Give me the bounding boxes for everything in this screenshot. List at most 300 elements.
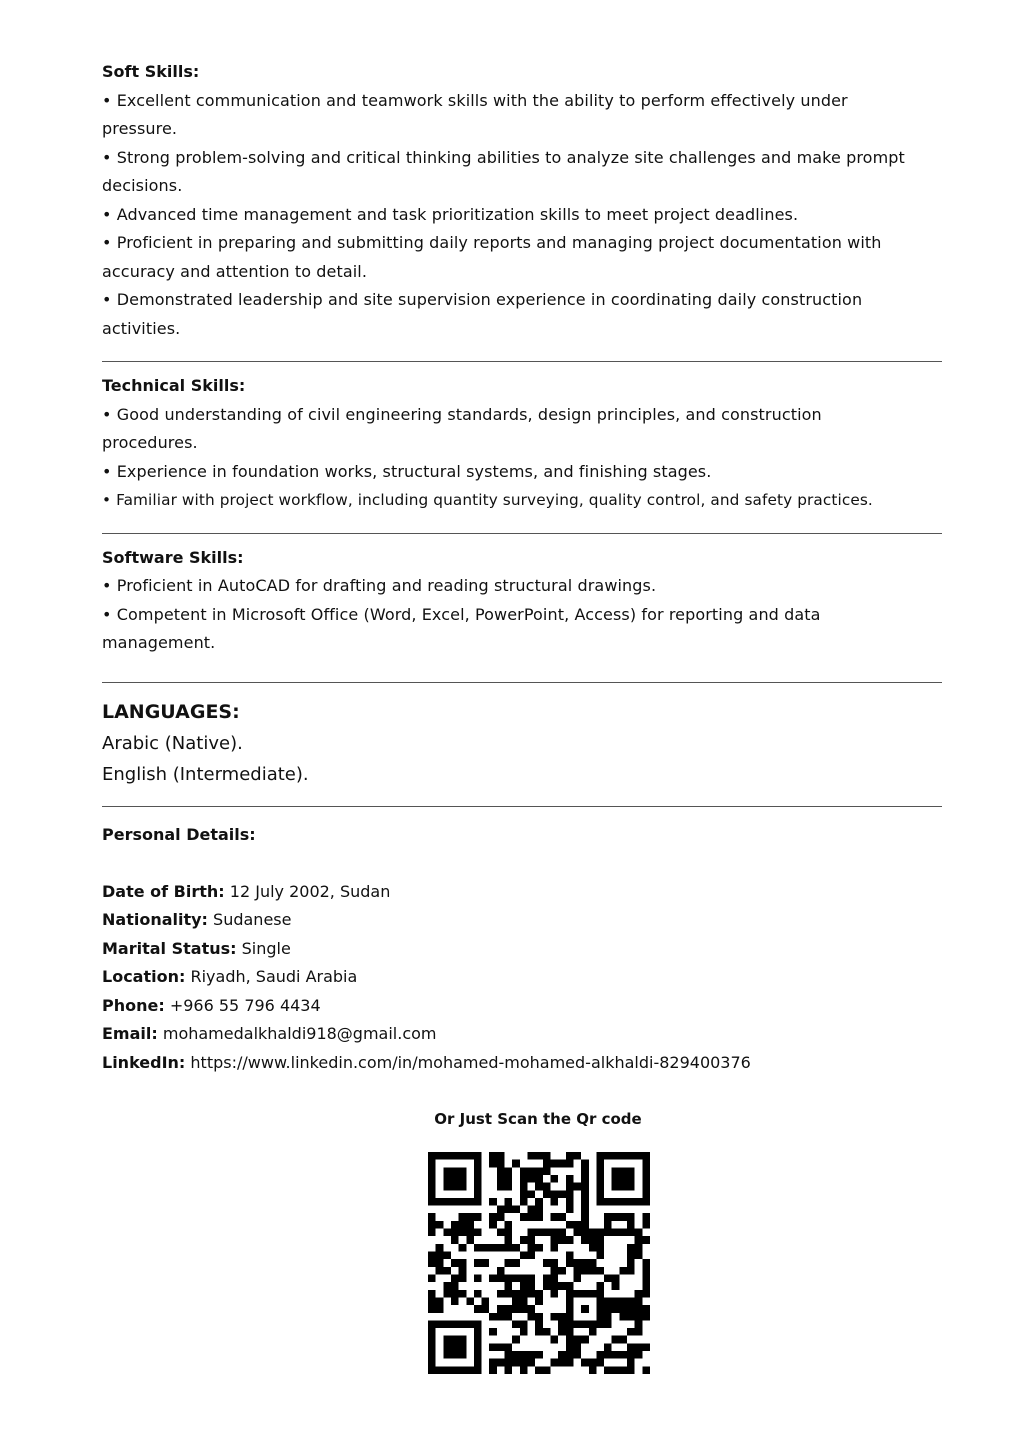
qr-module [520,1213,528,1221]
qr-finder-module [428,1152,436,1206]
qr-module [497,1359,505,1367]
qr-module [474,1244,482,1252]
qr-module [642,1236,650,1244]
qr-module [581,1183,589,1191]
qr-module [589,1328,597,1336]
qr-code-graphic [428,1152,650,1374]
qr-module [550,1336,558,1344]
qr-module [520,1282,528,1290]
qr-module [619,1336,627,1344]
qr-module [466,1236,474,1244]
qr-module [543,1167,551,1175]
detail-linkedin[interactable] [102,1049,982,1078]
technical-skills-line: • Familiar with project workflow, including quantity surveying, quality control, and safety practices. [102,491,873,509]
qr-module [528,1244,536,1252]
qr-module [612,1336,620,1344]
qr-module [505,1351,513,1359]
qr-module [550,1175,558,1183]
technical-skills-line: • Experience in foundation works, structural systems, and finishing stages. [102,461,712,481]
soft-skills-line: pressure. [102,119,178,138]
qr-module [627,1328,635,1336]
qr-module [573,1336,581,1344]
qr-module [520,1198,528,1206]
qr-module [497,1206,505,1214]
qr-module [604,1221,612,1229]
qr-finder-module [596,1152,604,1206]
qr-module [543,1183,551,1191]
qr-module [566,1282,574,1290]
qr-module [528,1152,536,1160]
qr-module [635,1244,643,1252]
qr-module [505,1236,513,1244]
qr-module [497,1229,505,1237]
software-skills-heading: Software Skills: [102,547,244,567]
qr-module [497,1313,505,1321]
qr-module [596,1252,604,1260]
qr-module [535,1198,543,1206]
qr-module [581,1160,589,1168]
qr-module [619,1305,627,1313]
qr-module [627,1252,635,1260]
qr-module [573,1221,581,1229]
qr-module [528,1313,536,1321]
qr-module [528,1206,536,1214]
qr-module [558,1213,566,1221]
qr-module [528,1290,536,1298]
qr-module [612,1305,620,1313]
qr-module [566,1175,574,1183]
detail-label: Location: [102,967,186,986]
qr-module [604,1313,612,1321]
qr-module [573,1229,581,1237]
qr-module [489,1213,497,1221]
qr-module [642,1305,650,1313]
qr-module [543,1282,551,1290]
detail-marital-status [102,935,982,964]
qr-module [443,1229,451,1237]
detail-email[interactable] [102,1020,982,1049]
qr-module [581,1198,589,1206]
technical-skills-line: • Good understanding of civil engineering standards, design principles, and construction [102,404,822,424]
qr-module [581,1336,589,1344]
qr-module [466,1229,474,1237]
personal-details-section [102,821,982,1078]
qr-module [451,1236,459,1244]
qr-module [635,1297,643,1305]
soft-skills-line: accuracy and attention to detail. [102,261,368,281]
software-skills-line: management. [102,633,216,652]
qr-module [566,1336,574,1344]
qr-module [474,1213,482,1221]
software-skills-section [102,544,982,658]
resume-content [102,58,982,1077]
qr-module [627,1244,635,1252]
section-divider [102,361,942,362]
detail-label: Email: [102,1024,158,1043]
qr-module [497,1167,505,1175]
qr-module [451,1221,459,1229]
qr-module [535,1320,543,1328]
qr-module [581,1236,589,1244]
qr-module [619,1351,627,1359]
qr-module [627,1313,635,1321]
qr-module [543,1229,551,1237]
detail-label: Phone: [102,995,165,1015]
qr-module [558,1267,566,1275]
qr-module [642,1259,650,1267]
qr-module [642,1213,650,1221]
qr-module [489,1343,497,1351]
qr-module [459,1259,467,1267]
qr-module [635,1252,643,1260]
qr-module [482,1305,490,1313]
qr-module [497,1343,505,1351]
detail-value: Single [236,938,291,958]
qr-module [627,1267,635,1275]
soft-skills-heading: Soft Skills: [102,62,200,81]
qr-module [528,1359,536,1367]
qr-module [596,1267,604,1275]
qr-module [497,1290,505,1298]
qr-module [520,1190,528,1198]
detail-date-of-birth [102,878,982,907]
qr-finder-module [474,1320,482,1374]
qr-module [627,1305,635,1313]
qr-module [581,1190,589,1198]
qr-module [581,1359,589,1367]
qr-module [520,1183,528,1191]
qr-finder-module [596,1152,650,1160]
qr-module [520,1167,528,1175]
detail-nationality [102,906,982,935]
qr-module [497,1175,505,1183]
qr-module [505,1206,513,1214]
qr-module [581,1267,589,1275]
qr-module [512,1259,520,1267]
qr-module [619,1229,627,1237]
qr-finder-module [428,1152,482,1160]
qr-module [635,1290,643,1298]
qr-module [589,1236,597,1244]
qr-module [535,1183,543,1191]
qr-module [520,1290,528,1298]
qr-code-icon[interactable] [428,1152,650,1374]
qr-module [566,1236,574,1244]
qr-module [535,1313,543,1321]
qr-module [558,1236,566,1244]
qr-module [642,1313,650,1321]
qr-module [635,1229,643,1237]
qr-module [528,1274,536,1282]
qr-module [558,1351,566,1359]
qr-alignment-module [596,1290,604,1328]
qr-module [627,1229,635,1237]
qr-module [528,1236,536,1244]
qr-module [520,1252,528,1260]
soft-skills-line: activities. [102,318,181,338]
qr-module [566,1259,574,1267]
qr-module [589,1366,597,1374]
qr-module [512,1351,520,1359]
qr-module [474,1229,482,1237]
qr-module [466,1221,474,1229]
qr-module [528,1167,536,1175]
qr-finder-module [612,1167,635,1190]
qr-module [497,1160,505,1168]
qr-module [612,1282,620,1290]
qr-block [0,1105,1024,1133]
qr-module [550,1244,558,1252]
qr-module [428,1297,436,1305]
qr-module [489,1313,497,1321]
soft-skills-section [102,58,982,343]
qr-module [550,1198,558,1206]
qr-module [596,1244,604,1252]
qr-module [528,1305,536,1313]
qr-module [428,1274,436,1282]
qr-module [482,1297,490,1305]
qr-module [642,1282,650,1290]
qr-module [459,1229,467,1237]
qr-module [558,1160,566,1168]
qr-module [535,1213,543,1221]
qr-finder-module [474,1152,482,1206]
qr-module [505,1183,513,1191]
technical-skills-section [102,372,982,515]
qr-module [489,1328,497,1336]
qr-module [505,1175,513,1183]
qr-module [482,1259,490,1267]
soft-skills-line: • Excellent communication and teamwork skills with the ability to perform effectively under [102,90,848,110]
software-skills-line: • Proficient in AutoCAD for drafting and reading structural drawings. [102,576,657,595]
qr-module [566,1152,574,1160]
qr-module [497,1183,505,1191]
qr-module [535,1351,543,1359]
qr-module [505,1313,513,1321]
qr-module [474,1259,482,1267]
qr-module [535,1152,543,1160]
qr-module [642,1366,650,1374]
qr-module [535,1290,543,1298]
qr-module [459,1244,467,1252]
qr-module [596,1351,604,1359]
qr-module [451,1290,459,1298]
qr-finder-module [642,1152,650,1206]
linkedin-link[interactable]: https://www.linkedin.com/in/mohamed-mohamed-alkhaldi-829400376 [185,1052,751,1072]
qr-module [573,1351,581,1359]
qr-module [558,1282,566,1290]
qr-module [596,1229,604,1237]
qr-module [535,1229,543,1237]
qr-module [573,1274,581,1282]
qr-module [573,1152,581,1160]
qr-module [612,1297,620,1305]
qr-module [489,1221,497,1229]
qr-module [451,1229,459,1237]
qr-module [443,1282,451,1290]
soft-skills-line: decisions. [102,176,183,195]
qr-module [512,1206,520,1214]
qr-module [535,1167,543,1175]
qr-module [612,1213,620,1221]
qr-module [436,1221,444,1229]
qr-module [520,1175,528,1183]
qr-module [550,1290,558,1298]
qr-module [589,1259,597,1267]
qr-module [635,1343,643,1351]
qr-module [528,1229,536,1237]
qr-module [550,1229,558,1237]
qr-module [535,1297,543,1305]
qr-module [619,1313,627,1321]
qr-module [573,1343,581,1351]
qr-module [459,1274,467,1282]
qr-module [505,1274,513,1282]
qr-module [428,1229,436,1237]
qr-module [512,1160,520,1168]
qr-module [550,1213,558,1221]
qr-module [581,1229,589,1237]
qr-module [528,1175,536,1183]
qr-module [474,1305,482,1313]
qr-module [428,1290,436,1298]
qr-module [635,1313,643,1321]
qr-module [528,1213,536,1221]
qr-module [535,1328,543,1336]
qr-module [589,1267,597,1275]
qr-module [543,1190,551,1198]
qr-module [489,1366,497,1374]
qr-module [505,1305,513,1313]
qr-module [505,1244,513,1252]
qr-module [627,1359,635,1367]
qr-module [642,1343,650,1351]
qr-module [520,1320,528,1328]
qr-module [596,1236,604,1244]
qr-module [436,1267,444,1275]
qr-module [627,1297,635,1305]
qr-module [528,1351,536,1359]
qr-finder-module [428,1366,482,1374]
qr-module [619,1366,627,1374]
qr-module [505,1343,513,1351]
qr-module [528,1282,536,1290]
qr-module [489,1359,497,1367]
qr-module [642,1267,650,1275]
soft-skills-line: • Advanced time management and task prioritization skills to meet project deadlines. [102,204,799,224]
qr-module [459,1213,467,1221]
email-link[interactable]: mohamedalkhaldi918@gmail.com [157,1024,437,1043]
qr-module [596,1359,604,1367]
qr-module [558,1320,566,1328]
qr-module [566,1183,574,1191]
personal-details-heading: Personal Details: [102,824,256,844]
qr-module [497,1152,505,1160]
qr-module [604,1351,612,1359]
qr-module [619,1297,627,1305]
qr-module [635,1320,643,1328]
qr-module [558,1190,566,1198]
qr-module [604,1213,612,1221]
qr-module [635,1236,643,1244]
qr-module [489,1160,497,1168]
qr-module [550,1282,558,1290]
qr-module [474,1274,482,1282]
qr-module [604,1305,612,1313]
qr-module [573,1267,581,1275]
qr-alignment-module [566,1290,574,1328]
qr-module [474,1290,482,1298]
qr-module [436,1297,444,1305]
qr-module [436,1252,444,1260]
qr-module [558,1313,566,1321]
qr-module [627,1259,635,1267]
qr-module [512,1274,520,1282]
qr-module [436,1244,444,1252]
qr-module [550,1236,558,1244]
qr-module [581,1175,589,1183]
qr-module [550,1190,558,1198]
qr-module [443,1252,451,1260]
qr-module [466,1213,474,1221]
qr-module [566,1198,574,1206]
qr-module [482,1244,490,1252]
qr-module [489,1152,497,1160]
qr-module [566,1252,574,1260]
detail-location [102,963,982,992]
qr-module [520,1236,528,1244]
detail-label: Date of Birth: [102,881,225,901]
qr-module [505,1167,513,1175]
qr-module [535,1366,543,1374]
qr-module [581,1167,589,1175]
qr-module [436,1259,444,1267]
qr-module [528,1252,536,1260]
qr-module [520,1274,528,1282]
qr-module [566,1160,574,1168]
qr-module [566,1351,574,1359]
qr-module [581,1206,589,1214]
qr-module [604,1229,612,1237]
qr-module [635,1328,643,1336]
qr-module [512,1320,520,1328]
qr-module [566,1343,574,1351]
qr-module [596,1282,604,1290]
qr-module [497,1274,505,1282]
qr-finder-module [428,1320,482,1328]
detail-value: Sudanese [207,910,292,929]
qr-module [550,1274,558,1282]
qr-module [428,1252,436,1260]
qr-module [428,1305,436,1313]
detail-label: Marital Status: [102,938,237,958]
qr-module [558,1229,566,1237]
qr-module [428,1213,436,1221]
section-divider [102,682,942,683]
qr-module [635,1351,643,1359]
qr-module [451,1297,459,1305]
qr-module [550,1359,558,1367]
qr-module [459,1221,467,1229]
qr-module [543,1160,551,1168]
qr-module [505,1282,513,1290]
qr-module [505,1259,513,1267]
qr-module [543,1259,551,1267]
detail-value: 12 July 2002, Sudan [224,881,391,901]
qr-module [489,1198,497,1206]
section-divider [102,533,942,534]
qr-module [604,1366,612,1374]
